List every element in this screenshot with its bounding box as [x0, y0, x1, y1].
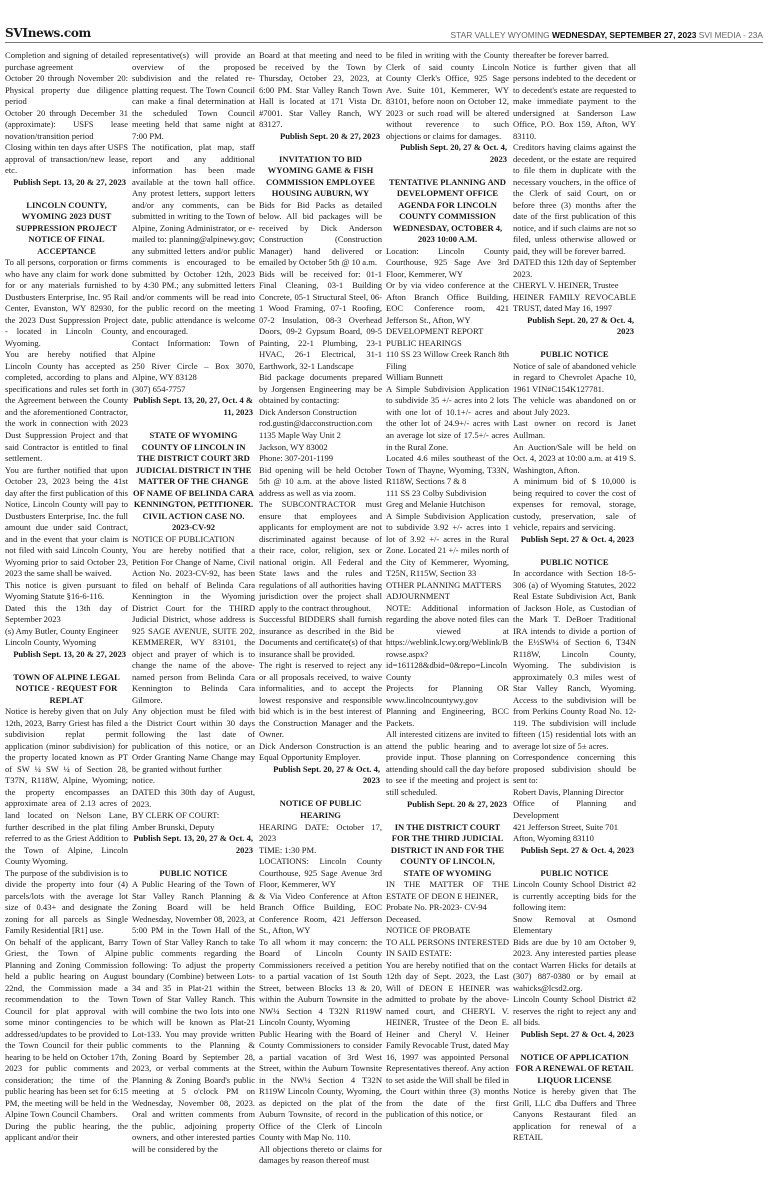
notice-paragraph: Dick Anderson Construction	[259, 406, 357, 417]
notice-paragraph: A Public Hearing of the Town of Star Valley Ranch Planning & Zoning Board will be held Wednesday, November 08, 2023, at 5:00 PM in the Town Hall of the Town of Star Valley Ranch to take public comments regarding the following: To adjust the property boundary (Combine) between Lots- 34 and 35 in Plat-21 within the Town of Star Valley Ranch. This will combine the two lots into one which will be known as Plat-21 Lot-133. You may provide written comments to the Planning & Zoning Board by September 28, 2023, or verbal comments at the Planning & Zoning Board's public meeting at 5 o'clock PM on Wednesday, November 08, 2023. Oral and written comments from the public, adjoining property owners, and other interested parties will be considered by the	[132, 879, 255, 1154]
notice-paragraph: Robert Davis, Planning Director	[513, 786, 624, 797]
notice-paragraph: This notice is given pursuant to Wyoming Statute §16-6-116.	[5, 579, 128, 602]
notice-paragraph: TO ALL PERSONS INTERESTED IN SAID ESTATE:	[386, 936, 509, 959]
column-3	[259, 50, 382, 1167]
notice-paragraph: The right is reserved to reject any or all proposals received, to waive informalities, and to accept the lowest responsive and responsible bid which is in the best interest of the Construction Manager and the Owner.	[259, 660, 382, 740]
notice-paragraph: IN THE MATTER OF THE ESTATE OF DEON E HEINER,	[386, 879, 509, 901]
notice-paragraph: You are hereby notified that a Petition For Change of Name, Civil Action No. 2023-CV-92, has been filed on behalf of Belinda Cara Kennington in the Wyoming District Court for the THIRD Judicial District, whose address is 925 SAGE AVENUE, SUITE 202, KEMMERER, WY 83101, the object and prayer of which is to change the name of the above-named person from Belinda Cara Kennington to Belinda Cara Gilmore.	[132, 545, 255, 705]
notice-paragraph: notice.	[132, 775, 156, 786]
notice-paragraph: NOTICE OF PUBLICATION	[132, 533, 235, 544]
column-4	[386, 50, 509, 1167]
notice-paragraph: Public Hearing with the Board of County Commissioners to consider a partial vacation of 3rd West Street, within the Auburn Townsite in the NW¼ Section 4 T32N R119W Lincoln County, Wyoming, as depicted on the plat of the Auburn Townsite, of record in the Office of the Clerk of Lincoln County with Map No. 110.	[259, 1028, 382, 1143]
notice-paragraph: Contact Information: Town of Alpine	[132, 337, 255, 360]
notice-paragraph: October 20 through November 20: Physical property due diligence period	[5, 73, 128, 107]
notice-heading: STATE OF WYOMING COUNTY OF LINCOLN IN THE DISTRICT COURT 3RD JUDICIAL DISTRICT IN THE MATTER OF THE CHANGE OF NAME OF BELINDA CARA KENNINGTON, PETITIONER. CIVIL ACTION CASE NO. 2023-CV-92	[133, 430, 254, 533]
publish-dates: Publish Sept. 27 & Oct. 4, 2023	[520, 533, 634, 544]
column-5	[513, 50, 636, 1167]
dateline-page: SVI MEDIA - 23A	[696, 30, 763, 40]
notice-heading: NOTICE OF APPLICATION FOR A RENEWAL OF RETAIL LIQUOR LICENSE	[515, 1051, 634, 1085]
notice-paragraph: ADJOURNMENT	[386, 591, 451, 602]
legal-notices-columns	[5, 50, 763, 1167]
notice-paragraph: In accordance with Section 18-5-306 (a) of Wyoming Statutes, 2022 Real Estate Subdivision Act, Bank of Jackson Hole, as Custodian of the Mark T. DeBoer Traditional IRA intends to divide a portion of the E½SW¼ of Section 6, T34N R118W, Lincoln County, Wyoming. The subdivision is approximately 0.3 miles west of Star Valley Ranch, Wyoming. Access to the subdivision will be from Perkins County Road No. 12-119. The subdivision will include fifteen (15) residential lots with an average lot size of 5± acres.	[513, 568, 636, 751]
notice-paragraph: Correspondence concerning this proposed subdivision should be sent to:	[513, 752, 636, 786]
notice-paragraph: The notification, plat map, staff report and any additional information has been made available at the town hall office. Any protest letters, support letters and/or any comments, can be submitted in writing to the Town of Alpine, Zoning Administrator, or e-mailed to: planning@alpinewy.gov; any submitted letters and/or public comments is encouraged to be submitted by October 12th, 2023 by 4:30 PM.; any submitted letters and/or comments will be read into the public record on the meeting date, public attendance is welcome and encouraged.	[132, 142, 255, 337]
notice-paragraph: You are hereby notified that on the 12th day of Sept. 2023, the Last Will of DEON E HEINER was admitted to probate by the above-named court, and CHERYL V. HEINER, Trustee of the Deon E. Heiner and Cheryl V. Heiner Family Revocable Trust, dated May 16, 1997 was appointed Personal Representatives thereof. Any action to set aside the Will shall be filed in the Court within three (3) months from the date of the first publication of this notice, or	[386, 959, 509, 1120]
notice-paragraph: (307) 654-7757	[132, 383, 186, 394]
notice-paragraph: To all whom it may concern: the Board of Lincoln County Commissioners received a petition to a partial vacation of 1st South Street, between Blocks 13 & 20, within the Auburn Townsite in the NW¼ Section 4 T32N R119W Lincoln County, Wyoming	[259, 936, 382, 1028]
notice-heading: INVITATION TO BID WYOMING GAME & FISH COMMISSION EMPLOYEE HOUSING AUBURN, WY	[266, 153, 375, 199]
notice-paragraph: HEARING DATE: October 17, 2023	[259, 821, 382, 844]
notice-paragraph: Notice is hereby given that The Grill, LLC dba Duffers and Three Canyons Restaurant filed an application for renewal of a RETAIL	[513, 1086, 636, 1143]
publish-dates: Publish Sept. 27 & Oct. 4, 2023	[520, 844, 634, 855]
notice-paragraph: representative(s) will provide an overview of the proposed subdivision and the related re-platting request. The Town Council can make a final determination at the scheduled Town Council meeting held that same night at 7:00 PM.	[132, 50, 255, 141]
notice-paragraph: be filed in writing with the County Clerk of said county Lincoln County Clerk's Office, 925 Sage Ave. Suite 101, Kemmerer, WY 83101, before noon on October 12, 2023 or such road will be altered without reverence to such objections or claims for damages.	[386, 50, 509, 141]
page-header	[5, 28, 763, 43]
notice-paragraph: Jackson, WY 83002	[259, 441, 328, 452]
notice-paragraph: The SUBCONTRACTOR must ensure that employees and applicants for employment are not discriminated against because of their race, color, religion, sex or national origin. All Federal and State laws and the rules and regulations of all authorities having jurisdiction over the project shall apply to the contract throughout.	[259, 499, 382, 613]
site-name: SVInews.com	[5, 26, 91, 40]
notice-paragraph: Last owner on record is Janet Aullman.	[513, 418, 636, 440]
notice-paragraph: Lincoln County, Wyoming	[5, 637, 97, 648]
notice-paragraph: DATED this 12th day of September 2023.	[513, 257, 636, 279]
notice-paragraph: rod.gustin@dacconstruction.com	[259, 418, 373, 429]
notice-paragraph: You are further notified that upon October 23, 2023 being the 41st day after the first publication of this Notice, Lincoln County will pay to Dustbusters Enterprise, Inc. the full amount due under said Contract, and in the event that your claim is not filed with said Lincoln County, Wyoming prior to said October 23, 2023 the same shall be waived.	[5, 464, 128, 579]
notice-paragraph: Successful BIDDERS shall furnish insurance as described in the Bid Documents and certificate(s) of that insurance shall be provided.	[259, 614, 382, 659]
notice-paragraph: The vehicle was abandoned on or about July 2023.	[513, 395, 636, 417]
notice-paragraph: You are hereby notified that Lincoln County has accepted as completed, according to plans and specifications and rules set forth in the Agreement between the County and the aforementioned Contractor, the work in connection with 2023 Dust Suppression Project and that said Contractor is entitled to final settlement.	[5, 349, 128, 464]
notice-heading: TENTATIVE PLANNING AND DEVELOPMENT OFFICE AGENDA FOR LINCOLN COUNTY COMMISSION WEDNESDAY, OCTOBER 4, 2023 10:00 A.M.	[389, 176, 506, 245]
notice-paragraph: All objections thereto or claims for damages by reason thereof must	[259, 1143, 382, 1166]
notice-paragraph: OTHER PLANNING MATTERS	[386, 579, 502, 590]
column-1	[5, 50, 128, 1167]
notice-paragraph: Bids will be received for: 01-1 Final Cleaning, 03-1 Building Concrete, 05-1 Structural Steel, 06-1 Wood Framing, 07-1 Roofing, 07-2 Insulation, 08-3 Overhead Doors, 09-2 Gypsum Board, 09-5 Painting, 22-1 Plumbing, 23-1 HVAC, 26-1 Electrical, 31-1 Earthwork, 32-1 Landscape	[259, 268, 382, 371]
notice-heading: LINCOLN COUNTY, WYOMING 2023 DUST SUPPRESSION PROJECT NOTICE OF FINAL ACCEPTANCE	[16, 199, 117, 256]
notice-heading: TOWN OF ALPINE LEGAL NOTICE - REQUEST FOR REPLAT	[13, 671, 120, 705]
notice-paragraph: Deceased.	[386, 913, 421, 924]
notice-paragraph: Projects for Planning OR www.lincolncountywy.gov Planning and Engineering, BCC Packets.	[386, 683, 509, 728]
notice-paragraph: 1135 Maple Way Unit 2	[259, 430, 341, 440]
notice-paragraph: A Simple Subdivision Application to subdivide 35 +/- acres into 2 lots with one lot of 10.1+/- acres and the other lot of 24.9+/- acres with an average lot size of 17.5+/- acres in the Rural Zone.	[386, 383, 509, 452]
publish-dates: Publish Sept. 20 & 27, 2023	[407, 798, 507, 809]
publish-dates: Publish Sept. 27 & Oct. 4, 2023	[520, 1028, 634, 1039]
publish-dates: Publish Sept. 13, 20 & 27, 2023	[13, 176, 126, 187]
notice-paragraph: October 20 through December 31 (approximate): USFS lease novation/transition period	[5, 107, 128, 141]
notice-paragraph: During the public hearing, the applicant and/or their	[5, 1120, 128, 1143]
notice-paragraph: Notice is hereby given that on July 12th, 2023, Barry Griest has filed a subdivision replat permit application (minor subdivision) for the property located known as PT of SW ¼ SW ¼ of Section 28, T37N, R118W, Alpine, Wyoming; the property encompasses an approximate area of 2.13 acres of land located on Nelson Lane, further described in the plat filing referred to as the Griest Addition to the Town of Alpine, Lincoln County Wyoming.	[5, 706, 128, 867]
notice-paragraph: thereafter be forever barred.	[513, 50, 609, 60]
notice-paragraph: William Bunnett	[386, 372, 443, 383]
notice-paragraph: Any objection must be filed with the District Court within 30 days following the last date of publication of this notice, or an Order Granting Name Change may be granted without further	[132, 706, 255, 774]
notice-paragraph: 421 Jefferson Street, Suite 701	[513, 821, 618, 832]
notice-paragraph: NOTE: Additional information regarding the above noted files can be viewed at https://weblink.lcwy.org/Weblink/Browse.aspx?id=161128&dbid=0&repo=LincolnCounty	[386, 602, 509, 682]
notice-paragraph: TIME: 1:30 PM.	[259, 844, 317, 855]
notice-paragraph: & Via Video Conference at Afton Branch Office Building, EOC Conference Room, 421 Jefferson St., Afton, WY	[259, 890, 382, 936]
dateline-date: WEDNESDAY, SEPTEMBER 27, 2023	[551, 30, 697, 40]
notice-paragraph: Office of Planning and Development	[513, 798, 636, 820]
notice-paragraph: An Auction/Sale will be held on Oct. 4, 2023 at 10:00 a.m. at 419 S. Washington, Afton.	[513, 441, 636, 475]
notice-paragraph: Lincoln County School District #2 reserves the right to reject any and all bids.	[513, 994, 636, 1028]
notice-paragraph: Board at that meeting and need to be received by the Town by Thursday, October 23, 2023, at 6:00 PM. Star Valley Ranch Town Hall is located at 171 Vista Dr. #7001. Star Valley Ranch, WY 83127.	[259, 50, 382, 130]
notice-heading: NOTICE OF PUBLIC HEARING	[279, 798, 362, 820]
notice-paragraph: All interested citizens are invited to attend the public hearing and to provide input. Those planning on attending should call the day before to see if the meeting and project is still scheduled.	[386, 729, 509, 797]
notice-paragraph: Closing within ten days after USFS approval of transaction/new lease, etc.	[5, 142, 128, 176]
notice-paragraph: Notice of sale of abandoned vehicle in regard to Chevrolet Apache 10, 1961 VIN#C154K127781.	[513, 360, 636, 394]
notice-heading: PUBLIC NOTICE	[540, 349, 609, 360]
notice-paragraph: Bid opening will be held October 5th @ 10 a.m. at the above listed address as well as via zoom.	[259, 464, 382, 498]
notice-paragraph: Completion and signing of detailed purchase agreement	[5, 50, 128, 72]
notice-paragraph: BY CLERK OF COURT:	[132, 810, 220, 821]
notice-paragraph: 110 SS 23 Willow Creek Ranch 8th Filing	[386, 349, 509, 371]
notice-paragraph: On behalf of the applicant, Barry Griest, the Town of Alpine Planning and Zoning Commission held a public hearing on August 22nd, the Commission made a recommendation to the Town Council for plat approval with some minor contingencies to be addressed/updates to be provided to the Town Council for their public hearing to be held on October 17th, 2023 for public comments and consideration; the time of the public hearing has been set for 6:15 PM, the meeting will be held in the Alpine Town Council Chambers.	[5, 936, 128, 1120]
notice-heading: PUBLIC NOTICE	[540, 556, 609, 567]
notice-paragraph: Bids are due by 10 am October 9, 2023. Any interested parties please contact Warren Hicks for details at (307) 887-0380 or by email at wahicks@lcsd2.org.	[513, 936, 636, 993]
publish-dates: Publish Sept. 13, 20, 27 & Oct. 4, 2023	[133, 833, 253, 855]
notice-paragraph: Probate No. PR-2023- CV-94	[386, 902, 487, 913]
column-2	[132, 50, 255, 1167]
notice-paragraph: Greg and Melanie Hutchison	[386, 499, 485, 510]
notice-paragraph: Notice is further given that all persons indebted to the decedent or to decedent's estate are requested to make immediate payment to the undersigned at Sanderson Law Office, P.O. Box 159, Afton, WY 83110.	[513, 61, 636, 141]
publish-dates: Publish Sept. 13, 20, 27, Oct. 4 & 11, 2023	[133, 395, 253, 417]
notice-paragraph: Lincoln County School District #2 is currently accepting bids for the following item:	[513, 879, 636, 913]
notice-paragraph: Or by via video conference at the Afton Branch Office Building, EOC Conference room, 421 Jefferson St., Afton, WY	[386, 280, 509, 325]
notice-paragraph: Bid package documents prepared by Jorgensen Engineering may be obtained by contacting:	[259, 372, 382, 406]
publish-dates: Publish Sept. 20 & 27, 2023	[280, 130, 380, 141]
notice-paragraph: CHERYL V. HEINER, Trustee	[513, 280, 619, 291]
notice-paragraph: DATED this 30th day of August, 2023.	[132, 786, 255, 809]
notice-paragraph: (s) Amy Butler, County Engineer	[5, 625, 119, 636]
notice-heading: PUBLIC NOTICE	[159, 867, 228, 878]
notice-paragraph: 250 River Circle – Box 3070, Alpine, WY 83128	[132, 360, 255, 383]
notice-paragraph: HEINER FAMILY REVOCABLE TRUST, dated May 16, 1997	[513, 291, 636, 314]
notice-paragraph: NOTICE OF PROBATE	[386, 925, 471, 936]
notice-paragraph: Dated this the 13th day of September 2023	[5, 602, 128, 625]
notice-paragraph: DEVELOPMENT REPORT	[386, 326, 484, 337]
notice-paragraph: A Simple Subdivision Application to subdivide 3.92 +/- acres into 1 lot of 3.92 +/- acres in the Rural Zone. Located 21 +/- miles north of the City of Kemmerer, Wyoming, T25N, R115W, Section 33	[386, 510, 509, 579]
publish-dates: Publish Sept. 13, 20 & 27, 2023	[13, 648, 126, 659]
notice-paragraph: LOCATIONS: Lincoln County Courthouse, 925 Sage Avenue 3rd Floor, Kemmerer, WY	[259, 856, 382, 890]
notice-paragraph: Dick Anderson Construction is an Equal Opportunity Employer.	[259, 740, 382, 763]
notice-paragraph: Phone: 307-201-1199	[259, 453, 333, 464]
dateline	[451, 30, 763, 40]
notice-paragraph: Afton, Wyoming 83110	[513, 833, 594, 844]
publish-dates: Publish Sept. 20, 27 & Oct. 4, 2023	[400, 142, 507, 164]
notice-paragraph: Creditors having claims against the decedent, or the estate are required to file them in duplicate with the necessary vouchers, in the office of the Clerk of said Court, on or before three (3) months after the date of the first publication of this notice, and if such claims are not so filed, unless otherwise allowed or paid, they will be forever barred.	[513, 142, 636, 256]
notice-paragraph: PUBLIC HEARINGS	[386, 337, 462, 348]
notice-paragraph: To all persons, corporation or firms who have any claim for work done for or any materials furnished to Dustbusters Enterprise, Inc. 95 Rail Center, Evanston, WY 82930, for the 2023 Dust Suppression Project - located in Lincoln County, Wyoming.	[5, 257, 128, 348]
notice-paragraph: Amber Brunski, Deputy	[132, 821, 215, 832]
notice-paragraph: Snow Removal at Osmond Elementary	[513, 913, 636, 936]
notice-paragraph: Located 4.6 miles southeast of the Town of Thayne, Wyoming, T33N, R118W, Sections 7 & 8	[386, 453, 509, 487]
notice-paragraph: 111 SS 23 Colby Subdivision	[386, 487, 487, 498]
notice-paragraph: A minimum bid of $ 10,000 is being required to cover the cost of expenses for removal, storage, custody, preservation, sale of vehicle, repairs and servicing.	[513, 476, 636, 533]
publish-dates: Publish Sept. 20, 27 & Oct. 4, 2023	[273, 763, 380, 786]
notice-paragraph: The purpose of the subdivision is to divide the property into four (4) parcels/lots with the average lot size of 0.43+ and designate the zoning for all parcels as Single Family Residential [R1] use.	[5, 867, 128, 936]
notice-paragraph: Location: Lincoln County Courthouse, 925 Sage Ave 3rd Floor, Kemmerer, WY	[386, 245, 509, 279]
dateline-publication: STAR VALLEY WYOMING	[450, 30, 552, 40]
publish-dates: Publish Sept. 20, 27 & Oct. 4, 2023	[527, 314, 634, 337]
notice-heading: IN THE DISTRICT COURT FOR THE THIRD JUDICIAL DISTRICT IN AND FOR THE COUNTY OF LINCOLN, STATE OF WYOMING	[390, 821, 505, 878]
notice-heading: PUBLIC NOTICE	[540, 867, 609, 878]
notice-paragraph: Bids for Bid Packs as detailed below. All bid packages will be received by Dick Anderson Construction (Construction Manager) hand delivered or emailed by October 5th @ 10 a.m.	[259, 199, 382, 268]
